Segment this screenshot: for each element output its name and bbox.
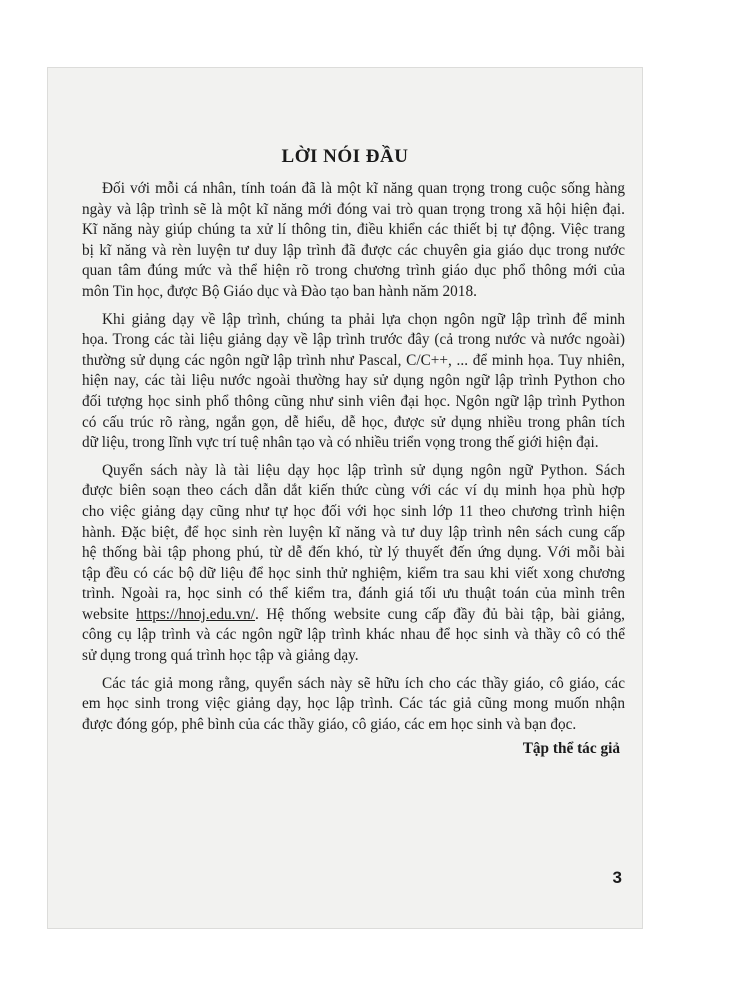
text-line: được biên soạn theo cách dẫn dắt kiến thức cùng với các ví dụ minh họa phù hợp (82, 482, 625, 500)
text-line: em học sinh trong việc giảng dạy, học lập trình. Các tác giả cũng mong muốn nhận (82, 695, 625, 713)
text-line: được đóng góp, phê bình của các thầy giáo, cô giáo, các em học sinh và bạn đọc. (82, 715, 577, 733)
paragraph-4 (82, 674, 625, 736)
page-number: 3 (612, 868, 622, 887)
text-line: công cụ lập trình và các ngôn ngữ lập trình khác nhau để học sinh và thầy cô có thể (82, 626, 625, 644)
paragraph-2 (82, 310, 625, 454)
text-line: Các tác giả mong rằng, quyển sách này sẽ hữu ích cho các thầy giáo, cô giáo, các (102, 674, 625, 692)
text-line: bị kĩ năng và rèn luyện tư duy lập trình đã được các chuyên gia giáo dục trong nước (82, 241, 625, 259)
paragraph-3 (82, 461, 625, 667)
text-line: tập đều có các bộ dữ liệu để học sinh thử nghiệm, kiểm tra sau khi viết xong chương (82, 564, 625, 582)
text-line: ngày và lập trình sẽ là một kĩ năng mới đóng vai trò quan trọng trong xã hội hiện đại. (82, 200, 625, 218)
text-line: hiện nay, các tài liệu nước ngoài thường hay sử dụng ngôn ngữ lập trình Python cho (82, 372, 625, 390)
text-line: hành. Đặc biệt, để học sinh rèn luyện kĩ năng và tư duy lập trình nên sách cung cấp (82, 523, 625, 541)
text-line: cho việc giảng dạy cũng như tự học đối với học sinh lớp 11 theo chương trình hiện (82, 502, 625, 520)
text-line: hệ thống bài tập phong phú, từ dễ đến khó, từ lý thuyết đến ứng dụng. Với mỗi bài (82, 544, 625, 562)
text-line: Quyển sách này là tài liệu dạy học lập trình sử dụng ngôn ngữ Python. Sách (102, 461, 625, 479)
website-suffix: . Hệ thống website cung cấp đầy đủ bài tập, bài giảng, (255, 605, 625, 623)
preface-body (82, 179, 625, 742)
website-link[interactable]: https://hnoj.edu.vn/ (136, 605, 256, 623)
text-line: Kĩ năng này giúp chúng ta xử lí thông tin, điều khiển các thiết bị tự động. Việc trang (82, 221, 625, 239)
paragraph-1 (82, 179, 625, 303)
website-line (82, 605, 625, 626)
website-prefix: website (82, 605, 137, 623)
author-signature: Tập thể tác giả (522, 740, 620, 757)
text-line: trình. Ngoài ra, học sinh có thể kiểm tra, đánh giá tối ưu thuật toán của mình trên (82, 585, 625, 603)
text-line: Đối với mỗi cá nhân, tính toán đã là một kĩ năng quan trọng trong cuộc sống hàng (102, 180, 625, 197)
book-page (48, 68, 642, 928)
text-line: có cấu trúc rõ ràng, ngắn gọn, dễ hiểu, dễ học, được sử dụng nhiều trong phân tích (82, 413, 625, 431)
text-line: dữ liệu, trong lĩnh vực trí tuệ nhân tạo và có nhiều triển vọng trong thế giới hiện đại. (82, 434, 599, 452)
text-line: thường sử dụng các ngôn ngữ lập trình như Pascal, C/C++, ... để minh họa. Tuy nhiên, (82, 351, 625, 369)
text-line: họa. Trong các tài liệu giảng dạy về lập trình trước đây (cả trong nước và nước ngoài) (82, 331, 625, 349)
text-line: sử dụng trong quá trình học tập và giảng dạy. (82, 647, 359, 665)
text-line: môn Tin học, được Bộ Giáo dục và Đào tạo ban hành năm 2018. (82, 282, 477, 300)
text-line: đối tượng học sinh phổ thông cũng như sinh viên đại học. Ngôn ngữ lập trình Python (82, 392, 625, 410)
page-title: LỜI NÓI ĐẦU (281, 146, 409, 167)
text-line: quan tâm đúng mức và thể hiện rõ trong chương trình giáo dục phổ thông mới của (82, 262, 625, 280)
text-line: Khi giảng dạy về lập trình, chúng ta phải lựa chọn ngôn ngữ lập trình để minh (102, 310, 625, 328)
